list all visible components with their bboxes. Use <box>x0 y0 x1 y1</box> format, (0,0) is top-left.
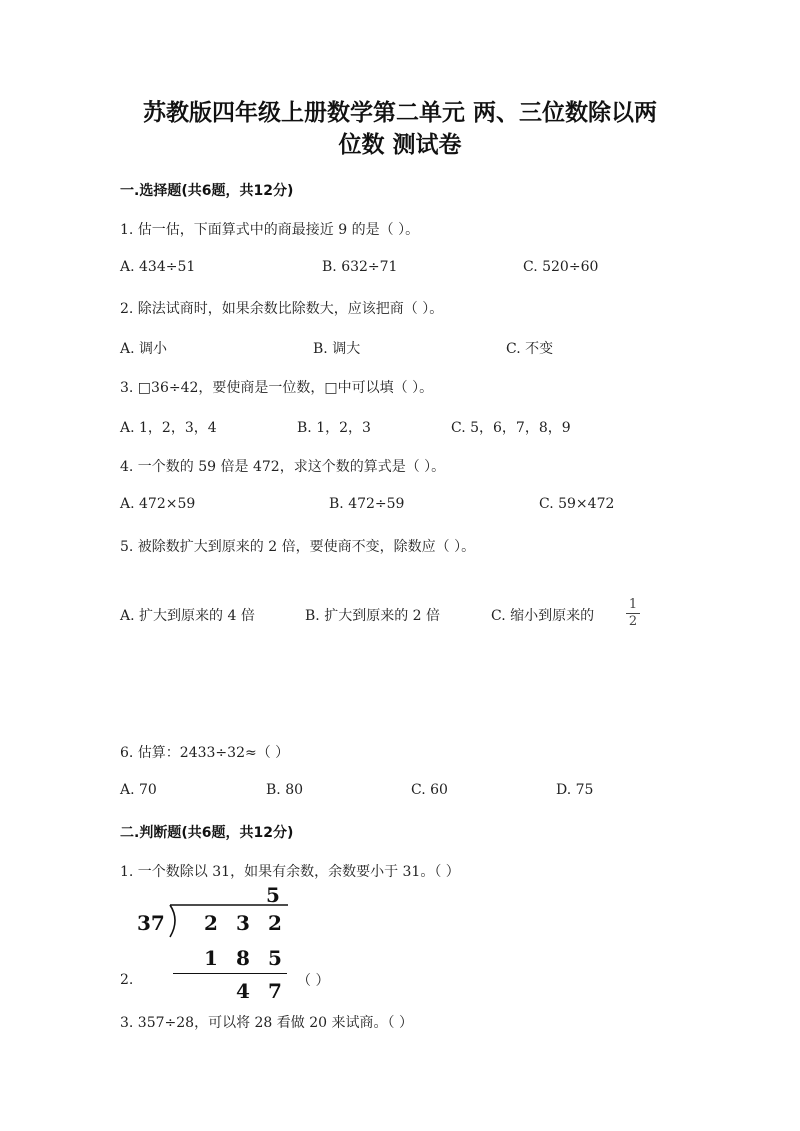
section-heading-true-false: 二.判断题(共6题，共12分) <box>120 825 294 841</box>
quotient-digit: 5 <box>266 883 280 907</box>
fraction-denominator: 2 <box>628 614 638 629</box>
dividend-digit-3: 2 <box>268 911 282 935</box>
question-3-option-b: B. 1，2，3 <box>297 420 371 436</box>
question-2-option-a: A. 调小 <box>120 341 168 357</box>
tf-question-1: 1. 一个数除以 31，如果有余数，余数要小于 31。（ ） <box>120 864 460 880</box>
question-4-option-b: B. 472÷59 <box>329 496 405 512</box>
question-6-option-d: D. 75 <box>556 782 594 798</box>
dividend-digit-1: 2 <box>204 911 218 935</box>
question-3-option-c: C. 5，6，7，8，9 <box>451 420 571 436</box>
remainder-digit-2: 7 <box>268 979 282 1003</box>
question-6-option-a: A. 70 <box>120 782 157 798</box>
question-1: 1. 估一估，下面算式中的商最接近 9 的是（ ）。 <box>120 222 420 238</box>
question-3: 3. □36÷42，要使商是一位数，□中可以填（ ）。 <box>120 380 434 396</box>
fraction-one-half <box>626 598 640 629</box>
question-5-option-a: A. 扩大到原来的 4 倍 <box>120 608 255 624</box>
product-digit-1: 1 <box>204 946 218 970</box>
divisor: 37 <box>137 911 165 935</box>
question-1-option-c: C. 520÷60 <box>523 259 599 275</box>
question-6-option-b: B. 80 <box>266 782 304 798</box>
question-5-option-c: C. 缩小到原来的 <box>491 608 595 624</box>
question-4-option-a: A. 472×59 <box>120 496 196 512</box>
question-1-option-b: B. 632÷71 <box>322 259 398 275</box>
page-title-line1: 苏教版四年级上册数学第二单元 两、三位数除以两 <box>142 100 657 126</box>
question-2-option-c: C. 不变 <box>506 341 554 357</box>
tf-question-3: 3. 357÷28，可以将 28 看做 20 来试商。（ ） <box>120 1015 413 1031</box>
question-3-option-a: A. 1，2，3，4 <box>120 420 217 436</box>
question-4-option-c: C. 59×472 <box>539 496 615 512</box>
question-6-option-c: C. 60 <box>411 782 448 798</box>
question-1-option-a: A. 434÷51 <box>120 259 196 275</box>
question-5-option-b: B. 扩大到原来的 2 倍 <box>305 608 440 624</box>
question-4: 4. 一个数的 59 倍是 472，求这个数的算式是（ ）。 <box>120 459 446 475</box>
product-digit-2: 8 <box>236 946 250 970</box>
tf-question-2-label: 2. <box>120 972 134 988</box>
fraction-numerator: 1 <box>628 597 638 612</box>
remainder-digit-1: 4 <box>236 979 250 1003</box>
question-6: 6. 估算：2433÷32≈（ ） <box>120 745 290 761</box>
subtraction-line <box>173 973 287 974</box>
page-title-line2: 位数 测试卷 <box>338 132 462 158</box>
question-2: 2. 除法试商时，如果余数比除数大，应该把商（ ）。 <box>120 301 444 317</box>
product-digit-3: 5 <box>268 946 282 970</box>
question-2-option-b: B. 调大 <box>313 341 361 357</box>
question-5: 5. 被除数扩大到原来的 2 倍，要使商不变，除数应（ ）。 <box>120 539 476 555</box>
dividend-digit-2: 3 <box>236 911 250 935</box>
section-heading-choice: 一.选择题(共6题，共12分) <box>120 183 294 199</box>
tf-question-2-answer-blank: （ ） <box>297 973 330 989</box>
